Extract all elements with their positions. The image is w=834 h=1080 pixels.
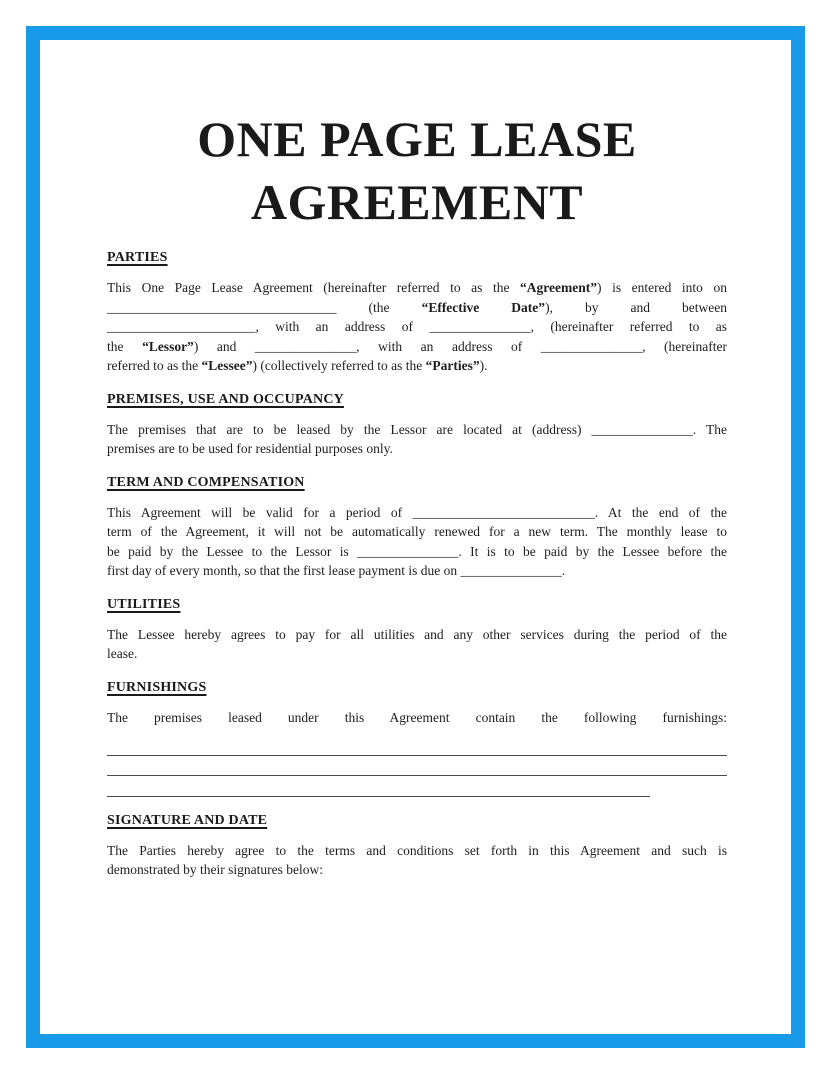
section-furnishings: [107, 678, 727, 797]
text-line: ______________________, with an address of _______________, (hereinafter referred to as: [107, 319, 727, 334]
fill-in-blank-line: [107, 776, 650, 797]
furnishings-paragraph: [107, 708, 727, 728]
text-line: The premises that are to be leased by the Lessor are located at (address) _______________. The: [107, 421, 727, 437]
document-title: [107, 108, 727, 234]
section-heading-premises: [107, 390, 727, 410]
text-line: referred to as the “Lessee”) (collectively referred to as the “Parties”).: [107, 358, 488, 373]
heading-text: PREMISES, USE AND OCCUPANCY: [107, 391, 344, 407]
heading-text: SIGNATURE AND DATE: [107, 812, 268, 828]
heading-text: PARTIES: [107, 250, 168, 265]
document-title-line2: AGREEMENT: [250, 174, 584, 230]
section-parties: [107, 248, 727, 376]
text-line: __________________________________ (the “Effective Date”), by and between: [107, 299, 727, 315]
page-border-frame: [26, 26, 805, 1048]
utilities-paragraph: [107, 625, 727, 664]
text-line: lease.: [107, 646, 138, 661]
text-line: The Parties hereby agree to the terms and conditions set forth in this Agreement and such is: [107, 842, 727, 858]
section-heading-utilities: [107, 595, 727, 615]
text-line: the “Lessor”) and _______________, with an address of _______________, (hereinafter: [107, 338, 727, 354]
heading-text: TERM AND COMPENSATION: [107, 474, 305, 490]
text-line: The premises leased under this Agreement contain the following furnishings:: [107, 709, 727, 725]
heading-text: UTILITIES: [107, 596, 181, 612]
section-utilities: [107, 595, 727, 664]
section-term: [107, 473, 727, 581]
lease-document: [40, 40, 791, 1034]
furnishings-blank-lines: [107, 735, 727, 797]
section-heading-signature: [107, 811, 727, 831]
text-line: The Lessee hereby agrees to pay for all utilities and any other services during the period of the: [107, 626, 727, 642]
parties-paragraph: [107, 278, 727, 376]
signature-paragraph: [107, 841, 727, 880]
text-line: This Agreement will be valid for a period of ___________________________. At the end of the: [107, 504, 727, 520]
text-line: term of the Agreement, it will not be automatically renewed for a new term. The monthly lease to: [107, 524, 727, 539]
fill-in-blank-line: [107, 735, 727, 756]
text-line: premises are to be used for residential purposes only.: [107, 441, 393, 456]
text-line: This One Page Lease Agreement (hereinafter referred to as the “Agreement”) is entered into on: [107, 280, 727, 295]
text-line: demonstrated by their signatures below:: [107, 862, 323, 877]
document-title-line1: ONE PAGE LEASE: [197, 111, 637, 167]
section-heading-term: [107, 473, 727, 493]
section-premises: [107, 390, 727, 459]
premises-paragraph: [107, 420, 727, 459]
text-line: be paid by the Lessee to the Lessor is _______________. It is to be paid by the Lessee before the: [107, 543, 727, 559]
term-paragraph: [107, 503, 727, 581]
section-heading-parties: [107, 248, 727, 268]
fill-in-blank-line: [107, 756, 727, 777]
text-line: first day of every month, so that the first lease payment is due on _______________.: [107, 563, 566, 578]
heading-text: FURNISHINGS: [107, 679, 207, 695]
section-signature: [107, 811, 727, 880]
section-heading-furnishings: [107, 678, 727, 698]
